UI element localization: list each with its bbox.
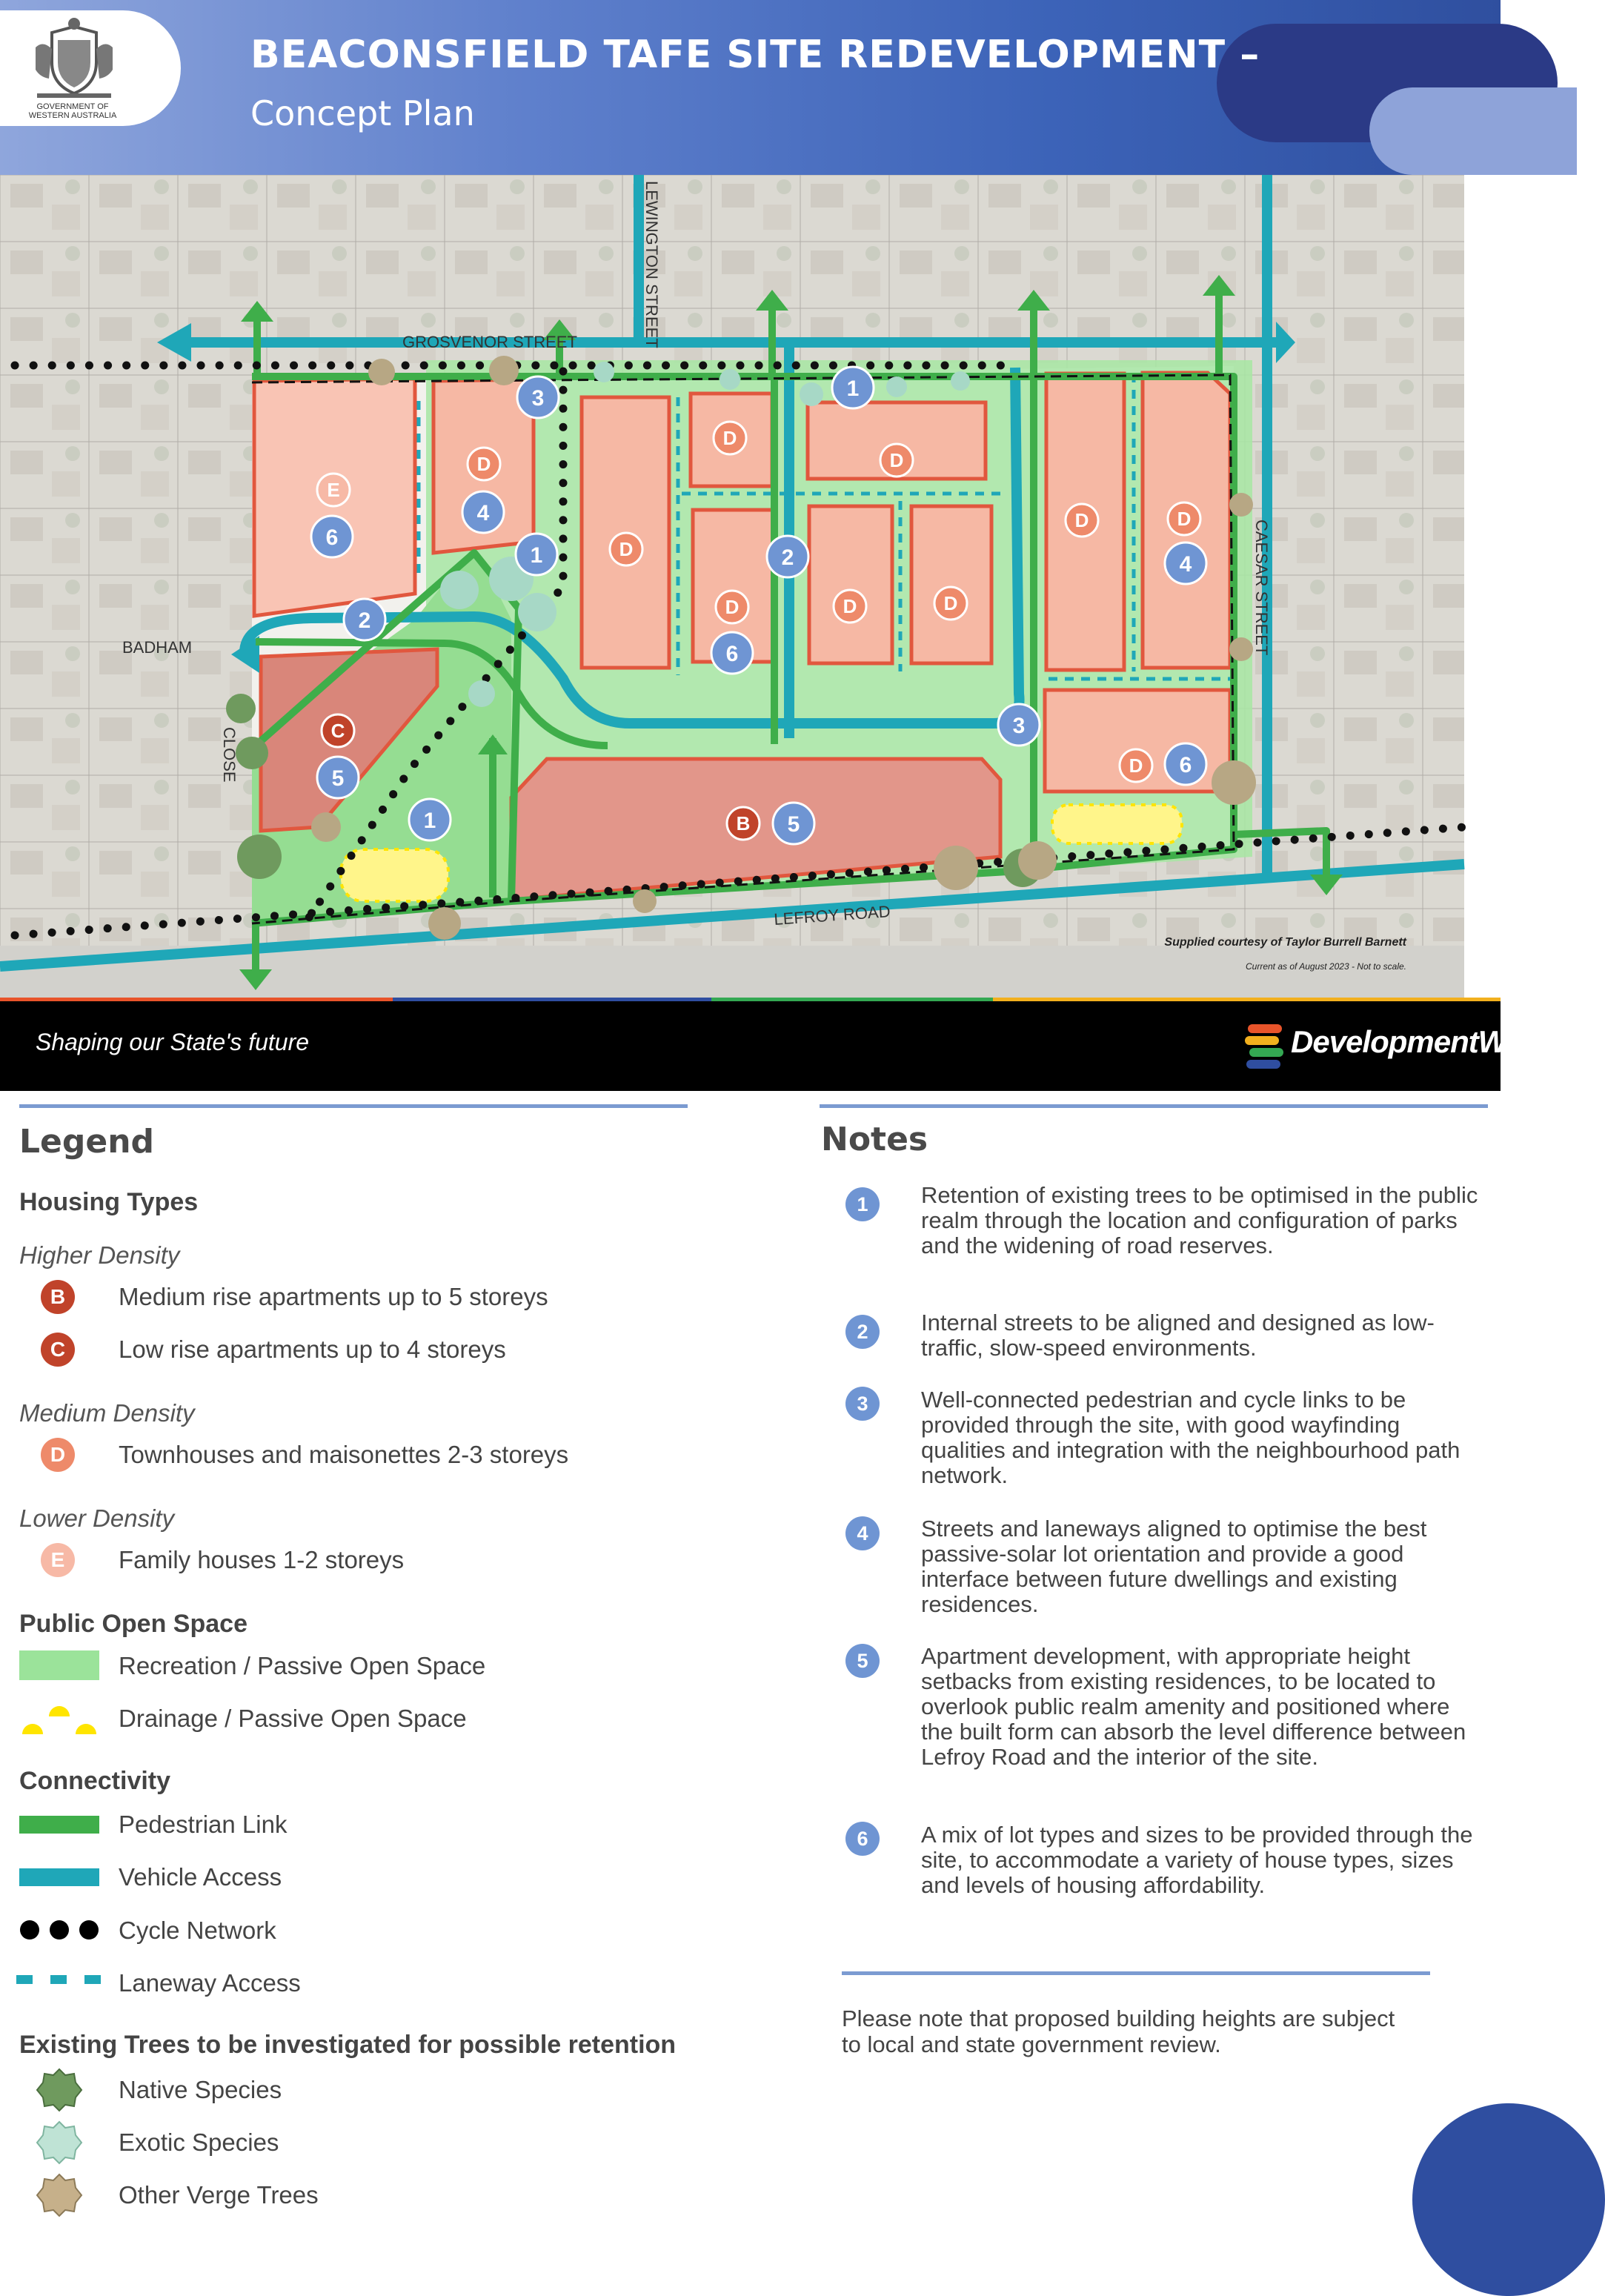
svg-text:1: 1 (530, 543, 543, 568)
note-marker-5[interactable] (317, 757, 359, 798)
exotic-tree-icon (468, 680, 495, 707)
notes-title: Notes (821, 1121, 928, 1158)
note-marker-1[interactable] (832, 367, 874, 408)
legend-item-c: Low rise apartments up to 4 storeys (119, 1336, 506, 1363)
legend-swatch-recreation (19, 1650, 99, 1680)
street-label-badham: BADHAM (122, 638, 193, 657)
legend-item-d: Townhouses and maisonettes 2-3 storeys (119, 1441, 569, 1468)
svg-text:5: 5 (787, 812, 800, 837)
street-label-caesar: CAESAR STREET (1252, 520, 1271, 656)
svg-text:1: 1 (846, 376, 860, 401)
note-text-3: Well-connected pedestrian and cycle links to be provided through the site, with good wayfinding qualities and integration with the neighbourhood path network. (921, 1387, 1461, 1488)
legend-item-laneway: Laneway Access (119, 1969, 301, 1997)
header-decoration-light (1369, 87, 1577, 175)
exotic-tree-icon (720, 369, 740, 390)
exotic-tree-icon (886, 376, 907, 397)
verge-tree-icon (633, 889, 657, 913)
note-marker-1[interactable] (409, 799, 451, 840)
native-tree-icon (237, 835, 282, 879)
svg-text:2: 2 (781, 545, 794, 570)
lot-badge-d (1066, 504, 1098, 537)
verge-tree-icon (1229, 493, 1253, 517)
note-text-1: Retention of existing trees to be optimised in the public realm through the location and configuration of parks and the widening of road reserves. (921, 1182, 1478, 1258)
svg-text:4: 4 (476, 501, 490, 525)
svg-text:D: D (1177, 508, 1192, 530)
svg-text:1: 1 (423, 809, 436, 833)
legend-item-vehicle: Vehicle Access (119, 1863, 282, 1891)
disclaimer: Please note that proposed building heights are subject to local and state government review. (842, 2005, 1395, 2057)
legend-item-drainage: Drainage / Passive Open Space (119, 1705, 467, 1732)
native-tree-icon (226, 694, 256, 723)
note-badge-5: 5 (845, 1644, 880, 1678)
legend-trees-heading: Existing Trees to be investigated for possible retention (19, 2031, 677, 2059)
lot-badge-d (468, 448, 500, 480)
svg-text:D: D (843, 595, 857, 617)
note-marker-4[interactable] (462, 491, 504, 533)
lot-d-7 (911, 506, 991, 663)
lot-badge-d (610, 533, 642, 565)
note-marker-6[interactable] (1165, 743, 1206, 785)
lot-badge-c (322, 714, 354, 747)
verge-tree-legend-icon (36, 2171, 83, 2219)
legend-title: Legend (19, 1123, 155, 1161)
note-text-5: Apartment development, with appropriate height setbacks from existing residences, to be located to overlook public realm amenity and positioned where the built form can absorb the level difference between Lefroy Road and the interior of the site. (921, 1643, 1466, 1770)
legend-lower-density: Lower Density (19, 1504, 175, 1532)
svg-text:6: 6 (325, 525, 339, 550)
legend-housing-heading: Housing Types (19, 1188, 199, 1216)
svg-text:D: D (619, 538, 634, 560)
map-currency-note: Current as of August 2023 - Not to scale. (1245, 961, 1406, 972)
map-credit: Supplied courtesy of Taylor Burrell Barnett (1164, 936, 1406, 949)
legend-connectivity-heading: Connectivity (19, 1767, 171, 1795)
header-banner (0, 0, 1501, 175)
note-marker-3[interactable] (998, 704, 1040, 746)
lot-badge-d (1120, 749, 1152, 782)
exotic-tree-icon (800, 382, 823, 406)
legend-item-exotic: Exotic Species (119, 2129, 279, 2156)
verge-tree-icon (934, 846, 978, 890)
lot-badge-d (1168, 502, 1200, 535)
note-text-2: Internal streets to be aligned and designed as low-traffic, slow-speed environments. (921, 1310, 1435, 1361)
note-marker-6[interactable] (311, 516, 353, 557)
logo-text-line1: GOVERNMENT OF (36, 102, 109, 111)
legend-badge-b: B (41, 1280, 75, 1314)
lot-badge-d (934, 587, 967, 620)
svg-text:D: D (889, 449, 904, 471)
legend-rule (19, 1104, 688, 1108)
drainage-symbol-icon (19, 1703, 99, 1736)
native-tree-icon (236, 737, 268, 769)
legend-item-recreation: Recreation / Passive Open Space (119, 1652, 486, 1679)
svg-text:4: 4 (1179, 552, 1192, 577)
legend-higher-density: Higher Density (19, 1241, 180, 1269)
verge-tree-icon (1229, 637, 1253, 661)
legend-swatch-pedestrian (19, 1816, 99, 1834)
lot-badge-d (880, 444, 913, 477)
street-label-grosvenor: GROSVENOR STREET (402, 333, 577, 351)
footer-tagline: Shaping our State's future (36, 1029, 310, 1055)
svg-text:D: D (476, 453, 491, 475)
drainage-area-east (1052, 805, 1182, 843)
note-badge-6: 6 (845, 1822, 880, 1856)
note-marker-6[interactable] (711, 632, 753, 674)
svg-text:C: C (330, 720, 345, 742)
exotic-tree-icon (440, 571, 479, 609)
note-marker-5[interactable] (773, 803, 814, 844)
note-badge-1: 1 (845, 1187, 880, 1221)
svg-text:6: 6 (1179, 753, 1192, 777)
svg-text:2: 2 (358, 608, 371, 633)
corner-decoration (1412, 2103, 1605, 2296)
exotic-tree-icon (518, 593, 556, 631)
legend-item-cycle: Cycle Network (119, 1917, 276, 1944)
legend-badge-d: D (41, 1438, 75, 1472)
note-marker-1[interactable] (516, 534, 557, 575)
svg-text:3: 3 (1012, 714, 1026, 738)
native-species-icon (36, 2066, 83, 2114)
note-badge-4: 4 (845, 1516, 880, 1550)
legend-item-pedestrian: Pedestrian Link (119, 1811, 288, 1838)
verge-tree-icon (1212, 760, 1256, 805)
logo-text-line2: WESTERN AUSTRALIA (28, 111, 117, 120)
exotic-species-icon (36, 2119, 83, 2166)
note-marker-2[interactable] (767, 536, 808, 577)
note-badge-3: 3 (845, 1387, 880, 1421)
lot-badge-b (727, 807, 760, 840)
note-marker-4[interactable] (1165, 543, 1206, 584)
note-marker-3[interactable] (517, 376, 559, 418)
svg-text:D: D (1129, 754, 1143, 777)
laneway-access-icon (16, 1975, 102, 1985)
verge-tree-icon (311, 812, 341, 842)
street-label-lefroy: LEFROY ROAD (773, 902, 891, 929)
legend-badge-c: C (41, 1333, 75, 1367)
street-label-close: CLOSE (220, 727, 239, 783)
svg-text:D: D (725, 596, 740, 618)
svg-text:3: 3 (531, 386, 545, 411)
verge-tree-icon (428, 907, 461, 940)
legend-badge-e: E (41, 1543, 75, 1577)
notes-bottom-rule (842, 1971, 1430, 1975)
legend-item-verge: Other Verge Trees (119, 2181, 319, 2209)
svg-text:B: B (736, 812, 751, 835)
legend-open-space-heading: Public Open Space (19, 1610, 247, 1638)
lot-badge-d (834, 590, 866, 623)
drainage-area-west (341, 849, 448, 901)
svg-text:5: 5 (331, 766, 345, 791)
lot-badge-e (317, 474, 350, 506)
legend-item-native: Native Species (119, 2076, 282, 2103)
svg-text:D: D (722, 427, 737, 449)
note-badge-2: 2 (845, 1315, 880, 1349)
government-logo (0, 10, 181, 126)
verge-tree-icon (1018, 841, 1057, 880)
notes-rule (820, 1104, 1488, 1108)
svg-text:D: D (943, 592, 958, 614)
street-label-lewington: LEWINGTON STREET (642, 181, 661, 348)
verge-tree-icon (368, 359, 395, 385)
page-title: BEACONSFIELD TAFE SITE REDEVELOPMENT – (250, 33, 1260, 77)
exotic-tree-icon (951, 371, 970, 391)
note-marker-2[interactable] (344, 599, 385, 640)
svg-text:D: D (1074, 509, 1089, 531)
concept-plan-map (0, 175, 1501, 998)
legend-swatch-vehicle (19, 1868, 99, 1886)
lot-d-6 (809, 506, 892, 663)
svg-text:E: E (327, 479, 340, 501)
page-subtitle: Concept Plan (250, 93, 475, 133)
lot-badge-d (716, 591, 748, 623)
cycle-network-icon (19, 1915, 99, 1945)
note-text-6: A mix of lot types and sizes to be provided through the site, to accommodate a variety of house types, sizes and levels of housing affordability. (921, 1822, 1473, 1898)
note-text-4: Streets and laneways aligned to optimise the best passive-solar lot orientation and provide a good interface between future dwellings and existing residences. (921, 1516, 1427, 1617)
lot-badge-d (714, 422, 746, 454)
svg-text:6: 6 (725, 642, 739, 666)
map-right-margin (1464, 175, 1501, 998)
legend-item-e: Family houses 1-2 storeys (119, 1546, 405, 1573)
verge-tree-icon (489, 356, 519, 385)
footer-brand: DevelopmentWA (1291, 1024, 1527, 1059)
legend-medium-density: Medium Density (19, 1399, 195, 1427)
legend-item-b: Medium rise apartments up to 5 storeys (119, 1283, 548, 1310)
exotic-tree-icon (594, 362, 614, 382)
